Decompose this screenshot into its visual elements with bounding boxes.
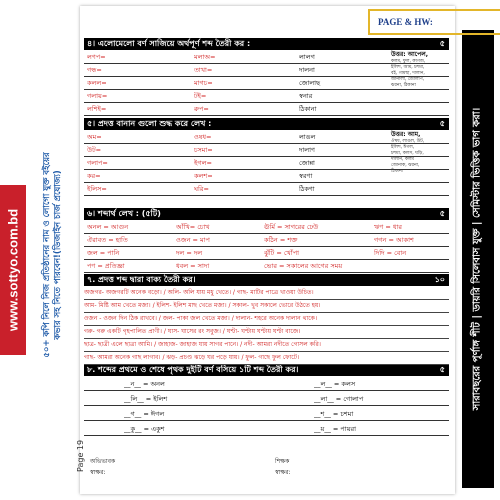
cell: গলায়= <box>87 92 108 100</box>
cell: ওষধ= <box>194 133 212 141</box>
section-7-header: ৭. প্রদত্ত শব্দ দ্বারা বাক্য তৈরী কর। ১০ <box>84 274 449 286</box>
cell: পণ = প্রতিজ্ঞা <box>87 262 125 270</box>
cell: রুপ= <box>194 105 209 113</box>
s5-row <box>84 157 449 170</box>
cell: অনল = আগুন <box>87 223 129 231</box>
sentence-line: ওজন - ওজন দিন ঠিক রাখবে। / জল- পাকা জল খেতে মজা। / দালান- শহরে অনেক দালান থাকে। <box>84 313 449 326</box>
s4-row <box>84 51 449 64</box>
cell: ঠিকানা <box>299 105 317 113</box>
cell: __গ__ = ঈগল <box>124 410 165 418</box>
cell: __ন__ = অনল <box>124 380 165 388</box>
s8-row <box>84 378 449 391</box>
cell: ওজন = মাপ <box>176 236 210 244</box>
cell: মলাঅ= <box>194 53 216 61</box>
section-4-answers: উত্তর: আপেল, কলম, ফুল, কাগজ, ইলিশ, আম, চশমা, বই, গামছা, দালান, জানালা, জোলাপ, ঝরনা, ঠিকানা <box>391 51 428 88</box>
s5-row <box>84 170 449 183</box>
cell: কঠিন = শক্ত <box>264 236 298 244</box>
cell: ঝুঁটি = খোঁপা <box>264 249 299 257</box>
s6-row <box>84 260 449 273</box>
guardian-signature: স্বাক্ষর: <box>90 469 106 476</box>
page-hw-box: PAGE & HW: <box>368 9 500 35</box>
s4-row <box>84 103 449 116</box>
cell: ধবল = সাদা <box>176 262 210 270</box>
cell: মাগচ= <box>194 79 213 87</box>
cell: জোলাছ <box>299 79 321 87</box>
s8-row <box>84 423 449 436</box>
s4-row <box>84 77 449 90</box>
s8-row <box>84 393 449 406</box>
cell: অম= <box>87 133 102 141</box>
cell: দালনা <box>299 66 315 74</box>
cell: ঊর্মি = সাগরের ঢেউ <box>264 223 319 231</box>
website-text: www.sottyo.com.bd <box>5 208 21 332</box>
cell: চসমা= <box>194 146 213 154</box>
cell: __শ__ = চশমা <box>314 410 354 418</box>
cell: কলল= <box>87 79 107 87</box>
cell: দিদি = বোন <box>374 249 407 257</box>
cell: জল = পানি <box>87 249 120 257</box>
cell: ইলিস= <box>87 185 107 193</box>
s6-row <box>84 234 449 247</box>
cell: কলশ= <box>194 172 213 180</box>
cell: __লি__ = ইলিশ <box>124 395 168 403</box>
cell: উট= <box>87 146 102 154</box>
cell: __কু__ = একুশ <box>124 425 165 433</box>
cell: কর= <box>87 172 101 180</box>
cell: টই= <box>194 92 207 100</box>
cell: __লা__ = গোলাপ <box>314 395 364 403</box>
s6-row <box>84 247 449 260</box>
sentence-line: গাছ- আমরা অনেক গাছ লাগাব। / ঝড়- প্রচণ্ড ঝড়ে ঘর পড়ে যায়। / ফুল- গাছে ফুল ফোটে। <box>84 352 449 365</box>
worksheet-page <box>80 6 455 494</box>
cell: ঘরি= <box>194 185 209 193</box>
section-4-header: ৪। এলোমেলো বর্ণ সাজিয়ে অর্থপূর্ণ শব্দ তৈরী কর : ৫ <box>84 38 449 50</box>
cell: দালাণ <box>299 146 315 154</box>
cell: লাঙল <box>299 133 316 141</box>
teacher-label: শিক্ষক <box>275 458 290 465</box>
sentence-line: আম- মিষ্টি আম খেতে মজা। / ইলিশ- ইলিশ মাছ খেতে মজা। / সকাল- খুব সকালে ভোরে উঠতে হয়। <box>84 300 449 313</box>
s8-row <box>84 408 449 421</box>
cell: আঁখি= চোখ <box>176 223 210 231</box>
cell: তাখা= <box>194 66 213 74</box>
cell: লালগ <box>299 53 315 61</box>
cell: গগন = আকাশ <box>374 236 414 244</box>
s5-row <box>84 183 449 196</box>
cell: ভোর = সকালের আগের সময় <box>264 262 343 270</box>
teacher-signature: স্বাক্ষর: <box>275 469 291 476</box>
cell: ঋণ = ধার <box>374 223 402 231</box>
offer-line-2: কভার সহ নিতে পারবেন!(ডিজাইন চার্জ প্রযোজ্য) <box>53 169 63 340</box>
s5-row <box>84 131 449 144</box>
section-5-answers: উত্তর: আম, ঔষধ, লাঙল, উট, ইলিশ, ঈগল, চশমা, কলস, ঘড়ি, দালান, কলম জোনাক, ঝরনা, ঠিকানা <box>391 131 425 174</box>
cell: দল = দল <box>176 249 203 257</box>
cell: ঠিকণা <box>299 185 315 193</box>
website-banner <box>0 185 26 355</box>
s6-row <box>84 221 449 234</box>
cell: ঐরাবত = হাতি <box>87 236 128 244</box>
cell: স্বরণা <box>299 172 313 180</box>
page-number: Page 19 <box>76 439 85 472</box>
s5-row <box>84 144 449 157</box>
offer-banner <box>33 82 73 427</box>
sentence-line: গরু- গরু একটি গৃহপালিত প্রাণী। / ঘাস- ঘাসের রং সবুজ। / ঘণ্টা- ঘণ্টায় ঘণ্টায় ঘণ্টা বাজে। <box>84 326 449 339</box>
cell: গলাপ= <box>87 159 108 167</box>
cell: লণপ= <box>87 53 106 61</box>
section-8-header: ৮. শব্দের প্রথমে ও শেষে পৃথক দুইটি বর্ণ বসিয়ে ১টি শব্দ তৈরী কর। ৫ <box>84 364 449 376</box>
offer-line-1: ৫০+ কপি নিলে নিজ প্রতিষ্ঠানের নাম ও লোগো যুক্ত বইয়ের <box>42 151 52 358</box>
features-banner <box>462 30 494 488</box>
cell: জোন্না <box>299 159 315 167</box>
sentence-line: অজগর- অজগরটি অনেক বড়ো। / অলি- অলি যায় মধু খেতে। / গাছ- মাটির পাত্রে খাওয়া উচিত। <box>84 287 449 300</box>
section-6-header: ৬। শব্দার্থ লেখ : (৫টি) ৫ <box>84 208 449 220</box>
features-text: সারাবছরের পূর্ণাঙ্গ শীট | ডায়রি সিলেবাস যুক্ত | সেমিস্টার ভিত্তিক ভাগ করা। <box>471 107 483 411</box>
cell: ইগল= <box>194 159 212 167</box>
s4-row <box>84 64 449 77</box>
cell: __ল__ = কলস <box>314 380 356 388</box>
cell: __য়__ = পায়রা <box>314 425 356 433</box>
cell: গন্ধ= <box>87 66 102 74</box>
cell: স্বনার <box>299 92 313 100</box>
guardian-label: অভিভাবক <box>90 458 116 465</box>
cell: লশিই= <box>87 105 107 113</box>
section-5-header: ৫। প্রদত্ত বানান গুলো শুদ্ধ করে লেখ : ৫ <box>84 118 449 130</box>
s4-row <box>84 90 449 103</box>
sentence-line: ছাত্র- ছাত্রী এলে ছাত্রা আমি। / জাহাজ- জাহাজ যায় সাগর পানে। / নদী- আমরা নদীতে গোসল করি। <box>84 339 449 352</box>
